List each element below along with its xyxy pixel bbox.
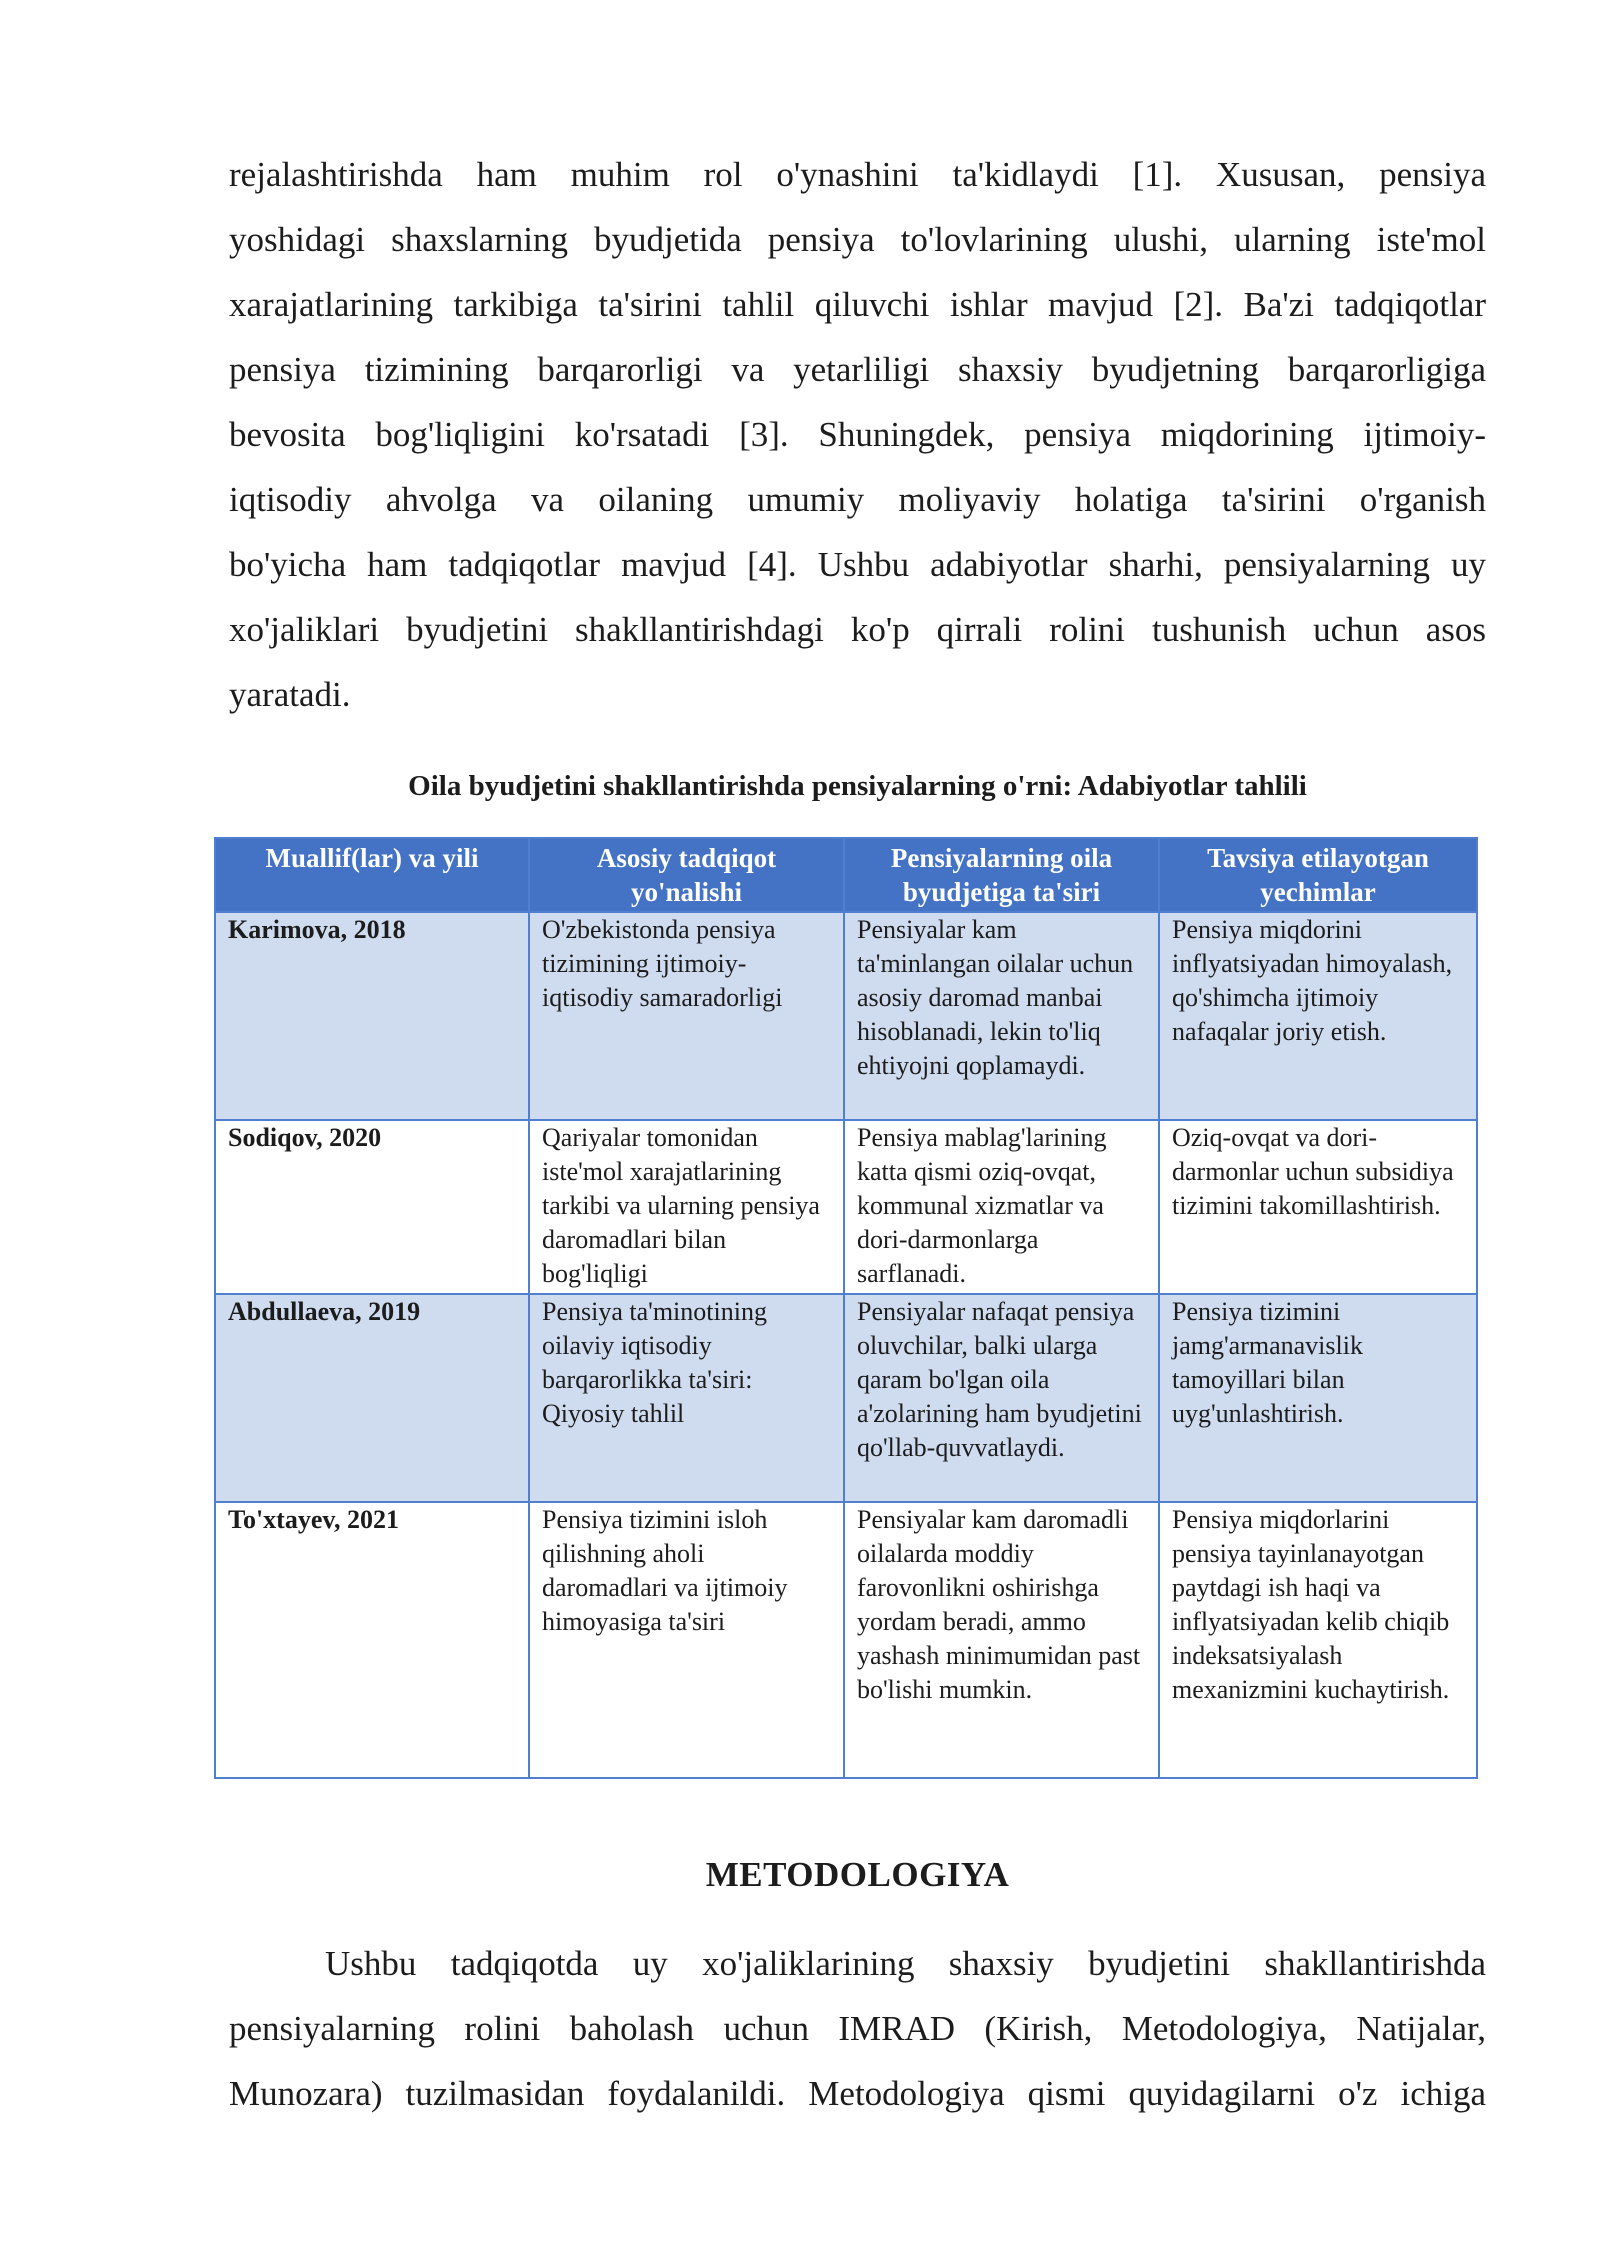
cell-focus: Pensiya tizimini isloh qilishning aholi daromadlari va ijtimoiy himoyasiga ta'siri — [529, 1502, 844, 1778]
column-header-focus: Asosiy tadqiqot yo'nalishi — [529, 838, 844, 912]
literature-table — [214, 837, 1478, 1779]
cell-impact: Pensiyalar kam ta'minlangan oilalar uchun asosiy daromad manbai hisoblanadi, lekin to'liq ehtiyojni qoplamaydi. — [844, 912, 1159, 1120]
paragraph-line: xo'jaliklari byudjetini shakllantirishdagi ko'p qirrali rolini tushunish uchun asos — [229, 610, 1486, 649]
paragraph-line: yaratadi. — [229, 675, 351, 714]
paragraph-line: bevosita bog'liqligini ko'rsatadi [3]. Shuningdek, pensiya miqdorining ijtimoiy- — [229, 415, 1486, 454]
table-row — [215, 912, 1477, 1120]
cell-solution: Oziq-ovqat va dori-darmonlar uchun subsidiya tizimini takomillashtirish. — [1159, 1120, 1477, 1294]
paragraph-line: iqtisodiy ahvolga va oilaning umumiy moliyaviy holatiga ta'sirini o'rganish — [229, 480, 1486, 519]
column-header-impact: Pensiyalarning oila byudjetiga ta'siri — [844, 838, 1159, 912]
paragraph-line: bo'yicha ham tadqiqotlar mavjud [4]. Ushbu adabiyotlar sharhi, pensiyalarning uy — [229, 545, 1486, 584]
cell-impact: Pensiyalar nafaqat pensiya oluvchilar, balki ularga qaram bo'lgan oila a'zolarining ham byudjetini qo'llab-quvvatlaydi. — [844, 1294, 1159, 1502]
cell-author: To'xtayev, 2021 — [215, 1502, 529, 1778]
cell-focus: O'zbekistonda pensiya tizimining ijtimoiy-iqtisodiy samaradorligi — [529, 912, 844, 1120]
cell-solution: Pensiya miqdorini inflyatsiyadan himoyalash, qo'shimcha ijtimoiy nafaqalar joriy etish. — [1159, 912, 1477, 1120]
paragraph-line: rejalashtirishda ham muhim rol o'ynashini ta'kidlaydi [1]. Xususan, pensiya — [229, 155, 1486, 194]
section-heading: METODOLOGIYA — [705, 1855, 1010, 1894]
cell-impact: Pensiyalar kam daromadli oilalarda moddiy farovonlikni oshirishga yordam beradi, ammo yashash minimumidan past bo'lishi mumkin. — [844, 1502, 1159, 1778]
table-row — [215, 1120, 1477, 1294]
table-header-row — [215, 838, 1477, 912]
paragraph-line: xarajatlarining tarkibiga ta'sirini tahlil qiluvchi ishlar mavjud [2]. Ba'zi tadqiqotlar — [229, 285, 1486, 324]
cell-solution: Pensiya miqdorlarini pensiya tayinlanayotgan paytdagi ish haqi va inflyatsiyadan kelib chiqib indeksatsiyalash mexanizmini kuchaytirish. — [1159, 1502, 1477, 1778]
table-row — [215, 1294, 1477, 1502]
cell-focus: Pensiya ta'minotining oilaviy iqtisodiy barqarorlikka ta'siri: Qiyosiy tahlil — [529, 1294, 844, 1502]
table-row — [215, 1502, 1477, 1778]
cell-author: Abdullaeva, 2019 — [215, 1294, 529, 1502]
cell-author: Sodiqov, 2020 — [215, 1120, 529, 1294]
methodology-paragraph — [229, 1931, 1486, 2126]
cell-author: Karimova, 2018 — [215, 912, 529, 1120]
cell-focus: Qariyalar tomonidan iste'mol xarajatlarining tarkibi va ularning pensiya daromadlari bilan bog'liqligi — [529, 1120, 844, 1294]
column-header-solution: Tavsiya etilayotgan yechimlar — [1159, 838, 1477, 912]
paragraph-line: Munozara) tuzilmasidan foydalanildi. Metodologiya qismi quyidagilarni o'z ichiga — [229, 2074, 1486, 2113]
paragraph-line: pensiyalarning rolini baholash uchun IMRAD (Kirish, Metodologiya, Natijalar, — [229, 2009, 1486, 2048]
column-header-author: Muallif(lar) va yili — [215, 838, 529, 912]
cell-solution: Pensiya tizimini jamg'armanavislik tamoyillari bilan uyg'unlashtirish. — [1159, 1294, 1477, 1502]
paragraph-line: Ushbu tadqiqotda uy xo'jaliklarining shaxsiy byudjetini shakllantirishda — [325, 1944, 1486, 1983]
paragraph-line: yoshidagi shaxslarning byudjetida pensiya to'lovlarining ulushi, ularning iste'mol — [229, 220, 1486, 259]
cell-impact: Pensiya mablag'larining katta qismi oziq-ovqat, kommunal xizmatlar va dori-darmonlarga sarflanadi. — [844, 1120, 1159, 1294]
intro-paragraph — [229, 142, 1486, 727]
paragraph-line: pensiya tizimining barqarorligi va yetarliligi shaxsiy byudjetning barqarorligiga — [229, 350, 1486, 389]
table-caption: Oila byudjetini shakllantirishda pensiyalarning o'rni: Adabiyotlar tahlili — [408, 770, 1307, 802]
